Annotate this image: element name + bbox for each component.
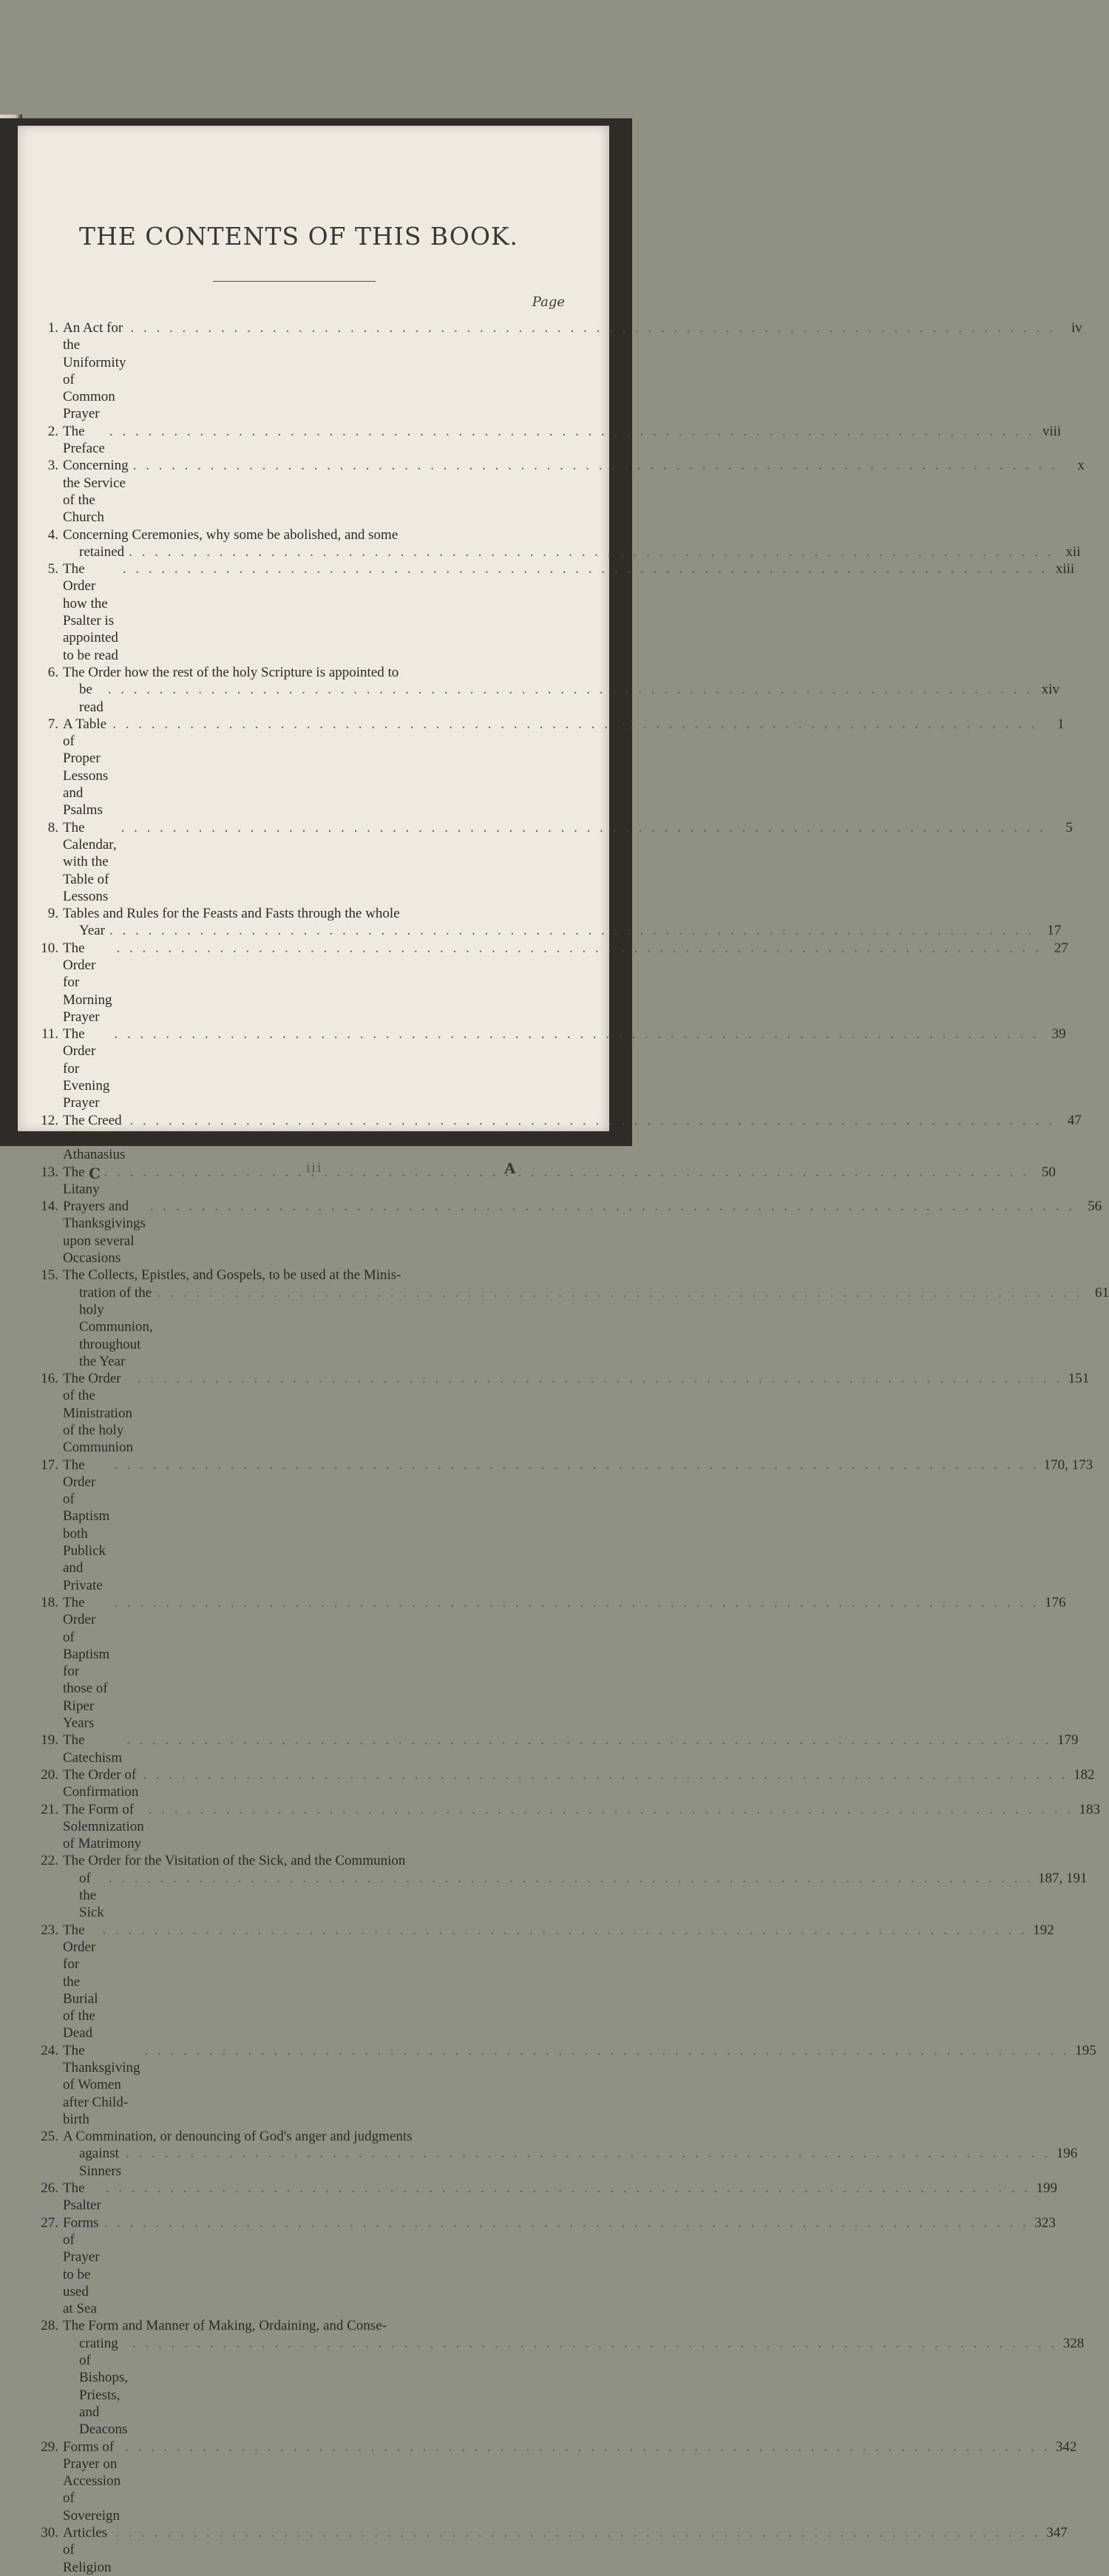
- toc-entry-title: The Psalter: [63, 2180, 101, 2214]
- toc-entry-page: 347: [1046, 2525, 1068, 2541]
- toc-entry-title: The Catechism: [63, 1732, 123, 1766]
- dot-leader: [157, 1284, 1082, 1301]
- toc-entry-title: Concerning Ceremonies, why some be abolished, and some: [63, 526, 399, 543]
- toc-entry-number: 23.: [41, 1922, 58, 1938]
- toc-entry-page: 1: [1057, 716, 1065, 732]
- toc-entry-title: The Order of Baptism for those of Riper Years: [63, 1594, 110, 1732]
- toc-entry-page: 182: [1074, 1766, 1095, 1783]
- toc-entry-number: 4.: [47, 526, 58, 543]
- toc-entry-page: 328: [1062, 2335, 1085, 2351]
- toc-entry-number: 11.: [41, 1026, 58, 1043]
- toc-entry-number: 8.: [47, 819, 58, 835]
- toc-entry-page: 196: [1056, 2146, 1078, 2162]
- toc-entry: [25, 2317, 1085, 2438]
- toc-entry-number: 10.: [41, 940, 58, 956]
- toc-entry-title: The Order of the Ministration of the holy Communion: [63, 1371, 134, 1456]
- dot-leader: [132, 2335, 1057, 2352]
- table-of-contents: [25, 319, 1109, 2576]
- toc-entry-title: The Order for Evening Prayer: [63, 1026, 110, 1111]
- dot-leader: [130, 319, 1055, 336]
- toc-entry-page: 170, 173: [1043, 1457, 1093, 1473]
- toc-entry: [25, 2180, 1057, 2214]
- toc-entry: [25, 1267, 1109, 1370]
- toc-entry-number: 14.: [41, 1199, 58, 1215]
- toc-entry-title: An Act for the Uniformity of Common Prayer: [63, 320, 126, 422]
- dot-leader: [114, 1026, 1039, 1043]
- toc-entry-title: Prayers and Thanksgivings upon several Occasions: [63, 1199, 146, 1267]
- toc-entry-page: 47: [1067, 1112, 1082, 1128]
- toc-entry: [25, 1370, 1090, 1456]
- toc-entry-title: The Calendar, with the Table of Lessons: [63, 819, 117, 904]
- toc-entry-title: Forms of Prayer to be used at Sea: [63, 2214, 100, 2317]
- toc-entry-number: 26.: [41, 2180, 58, 2197]
- toc-entry: [25, 1852, 1088, 1921]
- toc-entry: [25, 819, 1073, 905]
- toc-entry-page: viii: [1042, 423, 1062, 439]
- toc-entry: [25, 526, 1081, 561]
- book-page: [18, 126, 1109, 2575]
- dot-leader: [109, 1870, 1034, 1887]
- toc-entry-number: 18.: [41, 1594, 58, 1610]
- toc-entry-title: crating of Bishops, Priests, and Deacons: [79, 2335, 128, 2438]
- toc-entry-number: 7.: [47, 716, 58, 732]
- toc-entry-number: 20.: [41, 1766, 58, 1783]
- page-folio: iii: [306, 1161, 323, 1176]
- toc-entry-title: The Form of Solemnization of Matrimony: [63, 1801, 144, 1852]
- toc-entry-page: 27: [1054, 940, 1068, 956]
- toc-entry-number: 22.: [41, 1853, 58, 1869]
- toc-entry-title: be read: [79, 682, 104, 715]
- toc-entry-number: 21.: [41, 1801, 58, 1817]
- toc-entry: [25, 2214, 1056, 2318]
- toc-entry-number: 29.: [41, 2438, 58, 2455]
- toc-entry: [25, 2128, 1078, 2180]
- toc-entry-page: 176: [1045, 1594, 1066, 1610]
- toc-entry-page: 5: [1065, 819, 1073, 835]
- toc-entry-title: The Collects, Epistles, and Gospels, to be used at the Minis-: [63, 1267, 401, 1284]
- toc-entry-number: 27.: [41, 2214, 58, 2231]
- toc-entry-title: A Commination, or denouncing of God's anger and judgments: [63, 2129, 413, 2145]
- toc-entry: [25, 319, 1082, 423]
- toc-entry: [25, 1164, 1056, 1199]
- toc-entry-page: 342: [1055, 2438, 1077, 2455]
- dot-leader: [129, 1112, 1054, 1129]
- toc-entry-page: 56: [1088, 1199, 1102, 1215]
- toc-entry-title: Forms of Prayer on Accession of Sovereign: [63, 2438, 121, 2524]
- toc-entry-number: 6.: [47, 664, 58, 680]
- dot-leader: [103, 1922, 1028, 1939]
- toc-entry-page: 39: [1051, 1026, 1066, 1043]
- toc-entry: [25, 905, 1062, 940]
- toc-entry-number: 25.: [41, 2129, 58, 2145]
- toc-entry: [25, 1112, 1082, 1164]
- toc-entry-title: against Sinners: [79, 2146, 121, 2179]
- toc-entry: [25, 1457, 1093, 1594]
- toc-entry: [25, 2524, 1068, 2576]
- dot-leader: [123, 560, 1048, 577]
- toc-entry-number: 13.: [41, 1164, 58, 1180]
- toc-entry: [25, 457, 1085, 526]
- toc-entry-page: iv: [1071, 320, 1082, 336]
- dot-leader: [121, 819, 1046, 836]
- dot-leader: [106, 2180, 1031, 2197]
- toc-entry-title: The Creed of Saint Athanasius: [63, 1112, 126, 1163]
- dot-leader: [109, 423, 1034, 440]
- toc-entry-page: x: [1077, 458, 1085, 474]
- toc-entry-title: Year: [79, 923, 106, 939]
- dot-leader: [133, 457, 1058, 474]
- toc-entry: [25, 2042, 1096, 2128]
- toc-entry: [25, 716, 1065, 819]
- toc-entry-title: Concerning the Service of the Church: [63, 458, 129, 526]
- toc-entry-page: 195: [1075, 2042, 1096, 2058]
- toc-entry-page: 183: [1079, 1801, 1101, 1817]
- dot-leader: [114, 1594, 1039, 1611]
- toc-entry-page: 187, 191: [1038, 1870, 1088, 1886]
- toc-entry-page: 151: [1068, 1371, 1090, 1387]
- page-column-heading: Page: [532, 294, 565, 310]
- toc-entry-title: The Order of Confirmation: [63, 1766, 139, 1800]
- dot-leader: [115, 2524, 1040, 2541]
- toc-entry: [25, 423, 1062, 458]
- dot-leader: [126, 1732, 1051, 1749]
- toc-entry: [25, 664, 1059, 716]
- toc-entry-number: 5.: [47, 561, 58, 577]
- toc-entry-page: xiii: [1055, 561, 1075, 577]
- page-title: THE CONTENTS OF THIS BOOK.: [78, 222, 519, 251]
- toc-entry-page: 17: [1047, 923, 1062, 939]
- toc-entry-number: 30.: [41, 2525, 58, 2541]
- dot-leader: [112, 716, 1037, 733]
- dot-leader: [143, 1766, 1068, 1783]
- toc-entry-title: Tables and Rules for the Feasts and Fasts through the whole: [63, 906, 400, 922]
- toc-entry-page: xii: [1065, 543, 1081, 560]
- dot-leader: [138, 1370, 1062, 1387]
- toc-entry-title: A Table of Proper Lessons and Psalms: [63, 716, 109, 818]
- dot-leader: [126, 2145, 1051, 2162]
- toc-entry-number: 24.: [41, 2042, 58, 2058]
- toc-entry-title: The Order for Morning Prayer: [63, 940, 112, 1025]
- toc-entry-title: The Order how the rest of the holy Scripture is appointed to: [63, 664, 399, 680]
- toc-entry-number: 2.: [47, 423, 58, 439]
- toc-entry-page: 192: [1033, 1922, 1054, 1938]
- toc-entry-title: The Order of Baptism both Publick and Private: [63, 1457, 110, 1593]
- toc-entry: [25, 1922, 1054, 2042]
- toc-entry-number: 17.: [41, 1457, 58, 1473]
- toc-entry-title: tration of the holy Communion, throughout the Year: [79, 1284, 153, 1369]
- dot-leader: [109, 922, 1034, 939]
- dot-leader: [114, 1457, 1039, 1474]
- dot-leader: [117, 940, 1042, 957]
- toc-entry-number: 15.: [41, 1267, 58, 1284]
- dot-leader: [129, 543, 1054, 560]
- dot-leader: [144, 2042, 1069, 2059]
- toc-entry: [25, 2438, 1077, 2524]
- toc-entry-title: The Thanksgiving of Women after Child-birth: [63, 2042, 140, 2127]
- toc-entry-title: The Order how the Psalter is appointed to be read: [63, 561, 118, 663]
- toc-entry-number: 12.: [41, 1112, 58, 1128]
- toc-entry-page: 50: [1041, 1164, 1056, 1180]
- toc-entry: [25, 1594, 1066, 1732]
- toc-entry-title: The Order for the Burial of the Dead: [63, 1922, 98, 2041]
- toc-entry-title: The Litany: [63, 1164, 100, 1197]
- toc-entry-title: The Form and Manner of Making, Ordaining, and Conse-: [63, 2318, 387, 2334]
- signature-mark: C: [89, 1165, 101, 1182]
- dot-leader: [104, 2214, 1029, 2231]
- toc-entry: [25, 1801, 1101, 1853]
- toc-entry-title: of the Sick: [79, 1870, 104, 1921]
- toc-entry-title: The Preface: [63, 423, 105, 457]
- toc-entry-title: retained: [79, 543, 125, 560]
- toc-entry: [25, 1766, 1095, 1801]
- toc-entry-number: 9.: [47, 906, 58, 922]
- toc-entry-page: 323: [1034, 2214, 1056, 2231]
- toc-entry-number: 19.: [41, 1732, 58, 1749]
- dot-leader: [125, 2438, 1050, 2455]
- toc-entry-number: 28.: [41, 2318, 58, 2334]
- dot-leader: [150, 1198, 1075, 1215]
- toc-entry-title: The Order for the Visitation of the Sick, and the Communion: [63, 1853, 406, 1869]
- dot-leader: [149, 1801, 1074, 1818]
- toc-entry: [25, 1198, 1102, 1267]
- gathering-mark: A: [504, 1159, 516, 1177]
- title-rule: [213, 281, 376, 282]
- toc-entry-title: Articles of Religion: [63, 2525, 112, 2575]
- toc-entry: [25, 1732, 1079, 1766]
- toc-entry-page: 61: [1095, 1284, 1109, 1301]
- toc-entry-number: 1.: [47, 320, 58, 336]
- toc-entry-page: xiv: [1041, 682, 1059, 698]
- toc-entry-number: 16.: [41, 1371, 58, 1387]
- toc-entry-number: 3.: [47, 458, 58, 474]
- toc-entry: [25, 1026, 1066, 1111]
- toc-entry: [25, 560, 1075, 664]
- toc-entry: [25, 940, 1068, 1026]
- toc-entry-page: 199: [1036, 2180, 1057, 2197]
- dot-leader: [108, 681, 1033, 698]
- toc-entry-page: 179: [1057, 1732, 1079, 1749]
- dot-leader: [104, 1164, 1029, 1181]
